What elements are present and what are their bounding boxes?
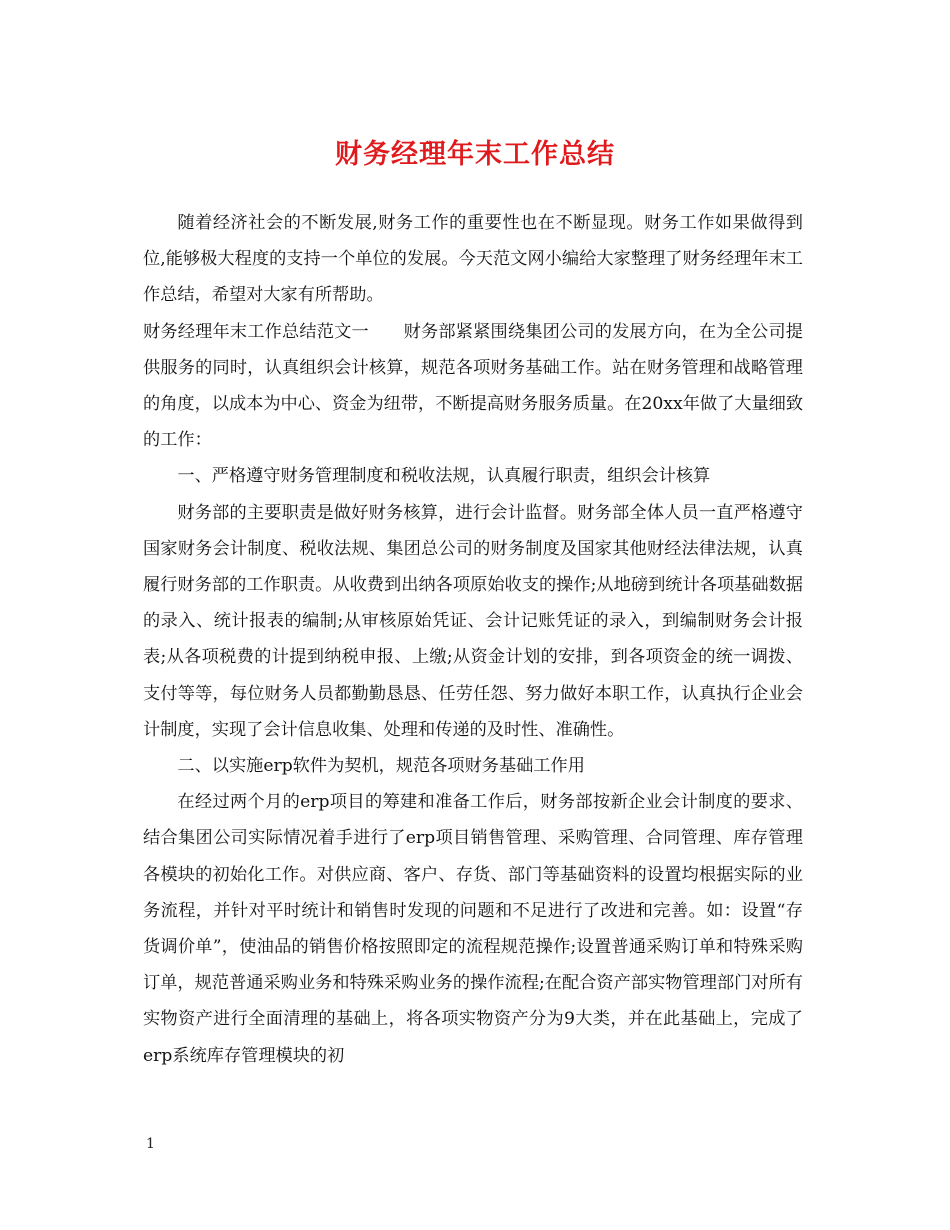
document-body <box>143 205 803 1074</box>
document-title: 财务经理年末工作总结 <box>335 139 615 170</box>
section-heading-1: 一、严格遵守财务管理制度和税收法规，认真履行职责，组织会计核算 <box>177 466 711 487</box>
paragraph-sample-one: 财务经理年末工作总结范文一 财务部紧紧围绕集团公司的发展方向，在为全公司提供服务的同时，认真组织会计核算，规范各项财务基础工作。站在财务管理和战略管理的角度，以成本为中心、资金为纽带，不断提高财务服务质量。在20xx年做了大量细致的工作： <box>143 321 804 451</box>
paragraph-intro: 随着经济社会的不断发展,财务工作的重要性也在不断显现。财务工作如果做得到位,能够极大程度的支持一个单位的发展。今天范文网小编给大家整理了财务经理年末工作总结，希望对大家有所帮助。 <box>143 213 803 306</box>
page-number: 1 <box>146 1136 155 1152</box>
paragraph-section-2: 在经过两个月的erp项目的筹建和准备工作后，财务部按新企业会计制度的要求、结合集团公司实际情况着手进行了erp项目销售管理、采购管理、合同管理、库存管理各模块的初始化工作。对供应商、客户、存货、部门等基础资料的设置均根据实际的业务流程，并针对平时统计和销售时发现的问题和不足进行了改进和完善。如：设置“存货调价单”，使油品的销售价格按照即定的流程规范操作;设置普通采购订单和特殊采购订单，规范普通采购业务和特殊采购业务的操作流程;在配合资产部实物管理部门对所有实物资产进行全面清理的基础上，将各项实物资产分为9大类，并在此基础上，完成了erp系统库存管理模块的初 <box>143 792 803 1066</box>
section-heading-2: 二、以实施erp软件为契机，规范各项财务基础工作用 <box>177 756 585 777</box>
paragraph-section-1: 财务部的主要职责是做好财务核算，进行会计监督。财务部全体人员一直严格遵守国家财务会计制度、税收法规、集团总公司的财务制度及国家其他财经法律法规，认真履行财务部的工作职责。从收费到出纳各项原始收支的操作;从地磅到统计各项基础数据的录入、统计报表的编制;从审核原始凭证、会计记账凭证的录入，到编制财务会计报表;从各项税费的计提到纳税申报、上缴;从资金计划的安排，到各项资金的统一调拨、支付等等，每位财务人员都勤勤恳恳、任劳任怨、努力做好本职工作，认真执行企业会计制度，实现了会计信息收集、处理和传递的及时性、准确性。 <box>143 502 803 740</box>
